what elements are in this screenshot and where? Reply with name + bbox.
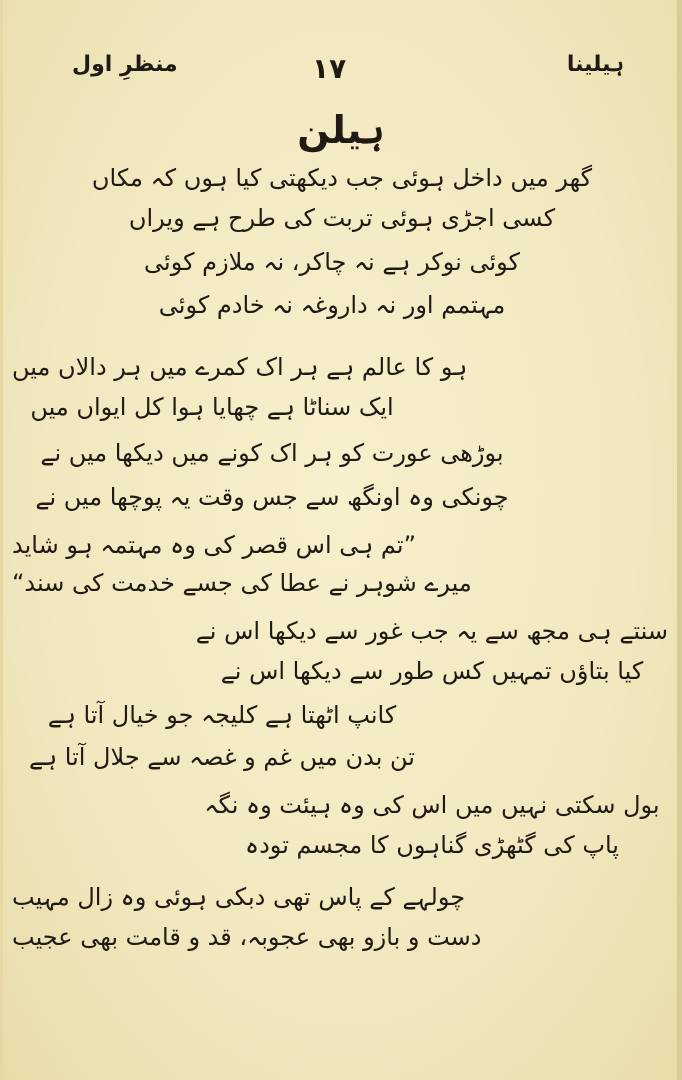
verse-line: سنتے ہی مجھ سے یہ جب غور سے دیکھا اس نے — [195, 617, 668, 645]
verse-line: چولہے کے پاس تھی دبکی ہوئی وہ زال مہیب — [12, 883, 466, 911]
verse-line: کسی اجڑی ہوئی تربت کی طرح ہے ویراں — [128, 204, 556, 232]
verse-line: تن بدن میں غم و غصہ سے جلال آتا ہے — [29, 743, 415, 771]
page-number: ۱۷ — [312, 52, 347, 85]
verse-line: میرے شوہر نے عطا کی جسے خدمت کی سند“ — [12, 569, 472, 597]
verse-line: کیا بتاؤں تمہیں کس طور سے دیکھا اس نے — [220, 657, 644, 685]
running-header-scene: منظرِ اول — [72, 52, 178, 77]
verse-line: ”تم ہی اس قصر کی وہ مہتمہ ہو شاید — [12, 531, 417, 559]
verse-line: بوڑھی عورت کو ہر اک کونے میں دیکھا میں نے — [40, 439, 504, 467]
verse-line: بول سکتی نہیں میں اس کی وہ ہیئت وہ نگہ — [204, 791, 660, 819]
verse-line: کانپ اٹھتا ہے کلیجہ جو خیال آتا ہے — [47, 701, 397, 729]
verse-line: ہو کا عالم ہے ہر اک کمرے میں ہر دالاں میں — [12, 353, 468, 381]
verse-line: گھر میں داخل ہوئی جب دیکھتی کیا ہوں کہ مکاں — [91, 164, 593, 192]
running-header-title: ہیلینا — [566, 52, 624, 77]
verse-line: پاپ کی گٹھڑی گناہوں کا مجسم تودہ — [245, 831, 619, 859]
poem-title: ہیلن — [297, 108, 385, 152]
verse-line: چونکی وہ اونگھ سے جس وقت یہ پوچھا میں نے — [35, 483, 509, 511]
verse-line: ایک سناٹا ہے چھایا ہوا کل ایواں میں — [30, 393, 394, 421]
verse-line: مہتمم اور نہ داروغہ نہ خادم کوئی — [158, 291, 506, 319]
verse-line: کوئی نوکر ہے نہ چاکر، نہ ملازم کوئی — [144, 248, 520, 276]
page-edge-right — [677, 0, 682, 1080]
verse-line: دست و بازو بھی عجوبہ، قد و قامت بھی عجیب — [12, 923, 482, 951]
page-edge-left — [0, 0, 3, 1080]
